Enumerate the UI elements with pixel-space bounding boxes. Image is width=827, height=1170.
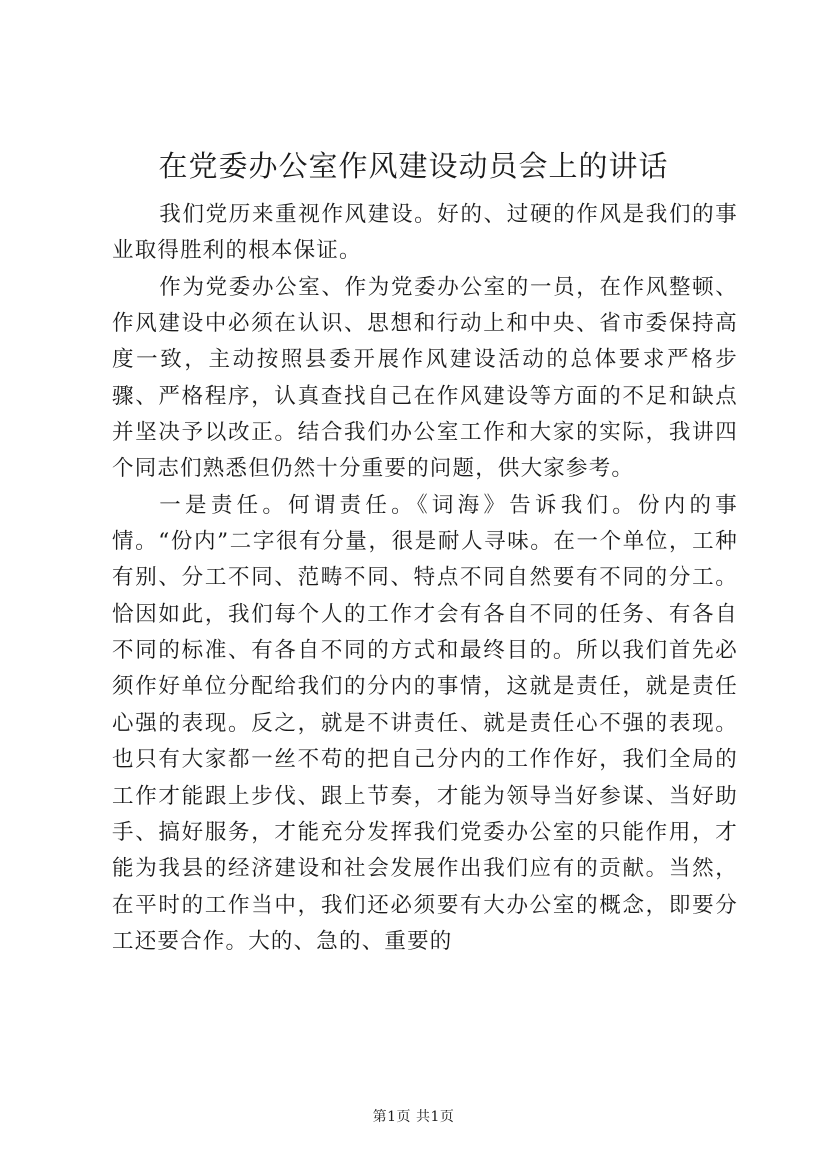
paragraph-2: 作为党委办公室、作为党委办公室的一员，在作风整顿、作风建设中必须在认识、思想和行动上和中央、省市委保持高度一致，主动按照县委开展作风建设活动的总体要求严格步骤、严格程序，认真查找自己在作风建设等方面的不足和缺点并坚决予以改正。结合我们办公室工作和大家的实际，我讲四个同志们熟悉但仍然十分重要的问题，供大家参考。 xyxy=(112,274,738,482)
paragraph-1: 我们党历来重视作风建设。好的、过硬的作风是我们的事业取得胜利的根本保证。 xyxy=(112,202,738,264)
document-body xyxy=(112,197,738,960)
paragraph-3: 一是责任。何谓责任。《词海》告诉我们。份内的事情。“份内”二字很有分量，很是耐人寻味。在一个单位，工种有别、分工不同、范畴不同、特点不同自然要有不同的分工。恰因如此，我们每个人的工作才会有各自不同的任务、有各自不同的标准、有各自不同的方式和最终目的。所以我们首先必须作好单位分配给我们的分内的事情，这就是责任，就是责任心强的表现。反之，就是不讲责任、就是责任心不强的表现。也只有大家都一丝不苟的把自己分内的工作作好，我们全局的工作才能跟上步伐、跟上节奏，才能为领导当好参谋、当好助手、搞好服务，才能充分发挥我们党委办公室的只能作用，才能为我县的经济建设和社会发展作出我们应有的贡献。当然，在平时的工作当中，我们还必须要有大办公室的概念，即要分工还要合作。大的、急的、重要的 xyxy=(112,492,738,954)
document-title: 在党委办公室作风建设动员会上的讲话 xyxy=(158,149,669,183)
page-footer: 第1页 共1页 xyxy=(372,1109,455,1125)
